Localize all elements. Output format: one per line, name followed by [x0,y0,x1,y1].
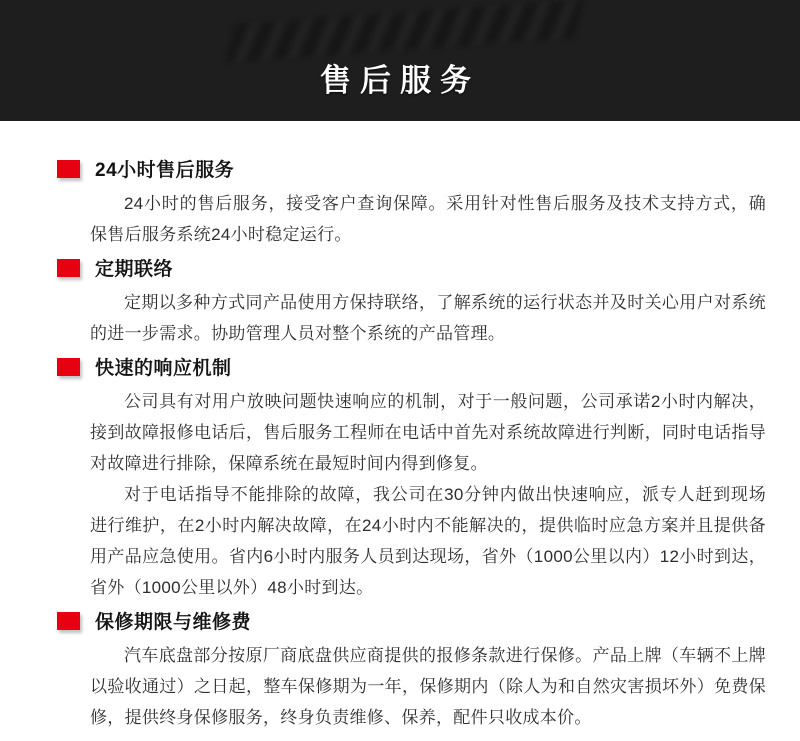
section-header [57,254,764,281]
section-body [90,287,766,349]
section-body [90,386,766,603]
section-fast-response [57,353,764,603]
section-heading: 保修期限与维修费 [95,612,252,633]
header-banner [0,0,800,121]
section-warranty [57,607,764,733]
section-header [57,607,764,634]
paragraph: 24小时的售后服务，接受客户查询保障。采用针对性售后服务及技术支持方式，确保售后服务系统24小时稳定运行。 [90,194,766,244]
paragraph: 定期以多种方式同产品使用方保持联络，了解系统的运行状态并及时关心用户对系统的进一步需求。协助管理人员对整个系统的产品管理。 [90,293,766,343]
paragraph: 对于电话指导不能排除的故障，我公司在30分钟内做出快速响应，派专人赶到现场进行维护，在2小时内解决故障，在24小时内不能解决的，提供临时应急方案并且提供备用产品应急使用。省内6小时内服务人员到达现场，省外（1000公里以内）12小时到达，省外（1000公里以外）48小时到达。 [90,485,766,597]
page-title: 售后服务 [320,63,480,98]
section-header [57,353,764,380]
red-square-bullet-icon [57,612,80,630]
section-body [90,640,766,733]
section-body [90,188,766,250]
section-24h-service [57,155,764,250]
content-area [0,121,800,733]
red-square-bullet-icon [57,358,80,376]
red-square-bullet-icon [57,259,80,277]
section-heading: 定期联络 [95,259,174,280]
section-heading: 快速的响应机制 [95,358,232,379]
watermark [226,0,585,63]
paragraph: 公司具有对用户放映问题快速响应的机制，对于一般问题，公司承诺2小时内解决，接到故障报修电话后，售后服务工程师在电话中首先对系统故障进行判断，同时电话指导对故障进行排除，保障系统在最短时间内得到修复。 [90,392,766,473]
paragraph: 汽车底盘部分按原厂商底盘供应商提供的报修条款进行保修。产品上牌（车辆不上牌以验收通过）之日起，整车保修期为一年，保修期内（除人为和自然灾害损坏外）免费保修，提供终身保修服务，终身负责维修、保养，配件只收成本价。 [90,646,766,727]
section-heading: 24小时售后服务 [95,160,235,181]
section-regular-contact [57,254,764,349]
red-square-bullet-icon [57,160,80,178]
section-header [57,155,764,182]
